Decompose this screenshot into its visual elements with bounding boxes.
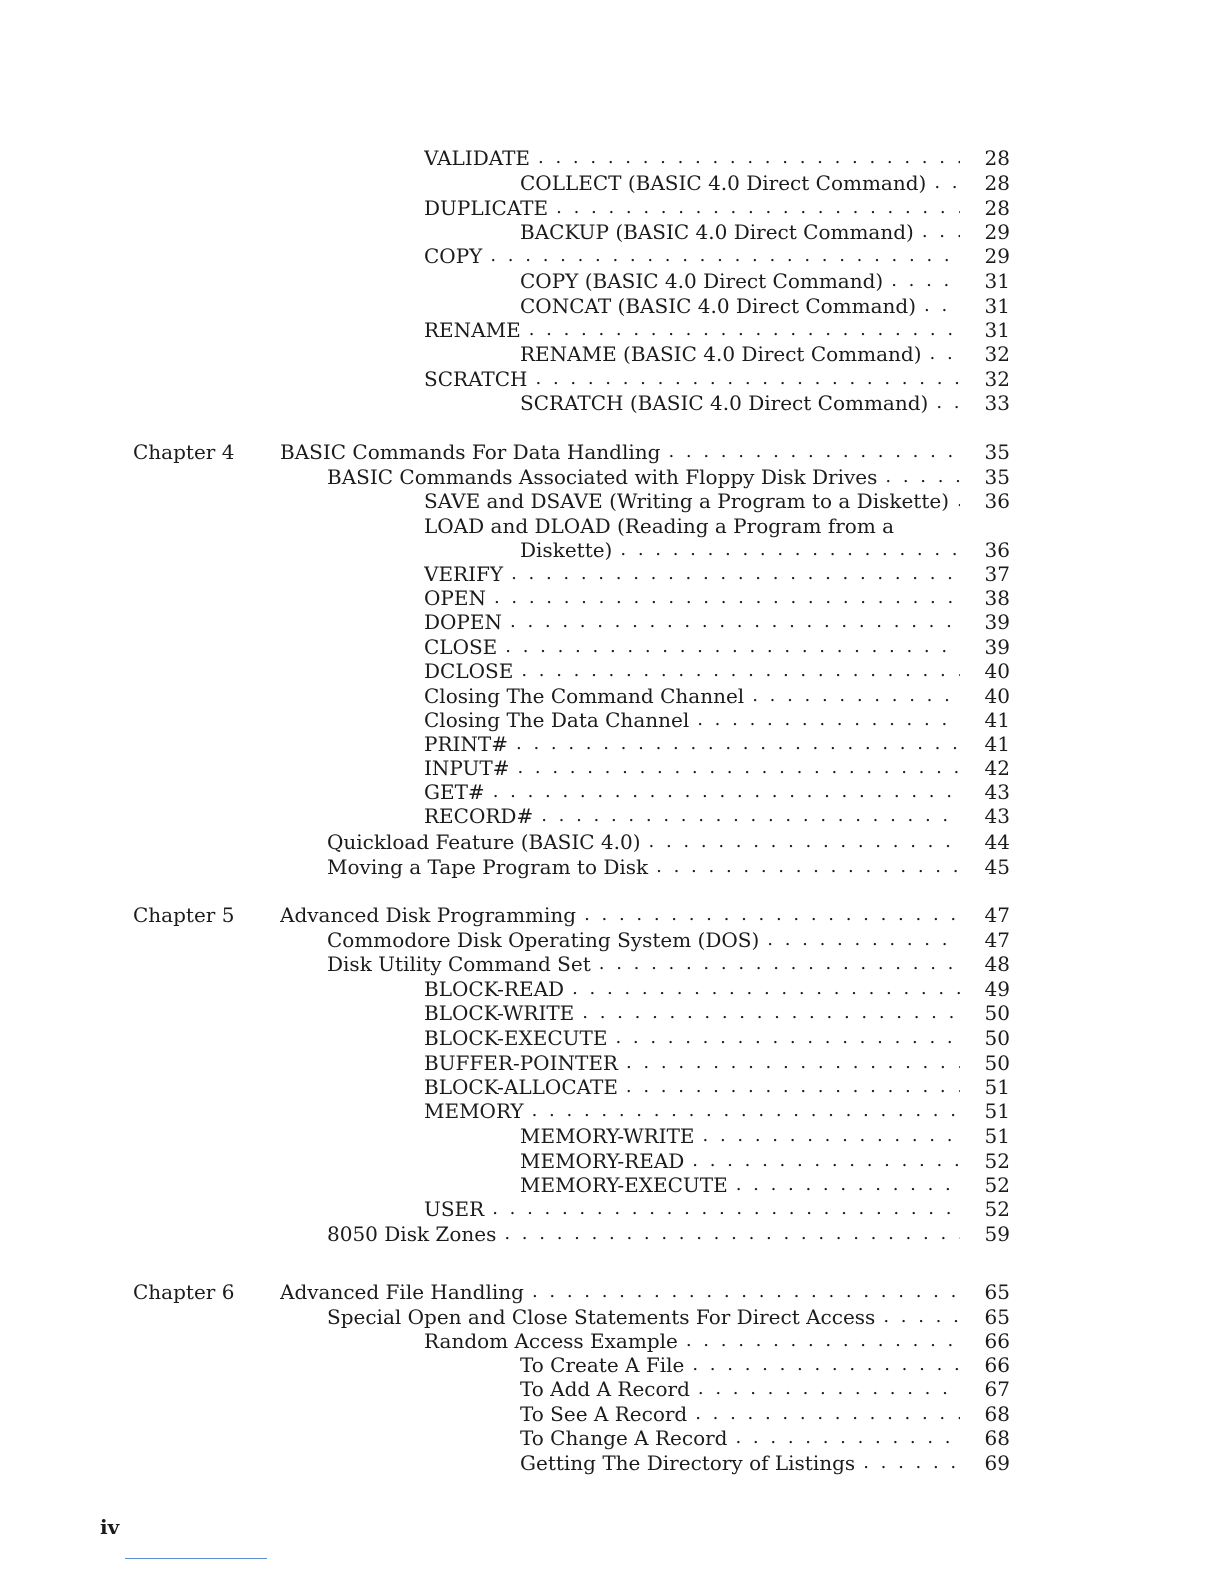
- entry-title: 8050 Disk Zones: [327, 1222, 497, 1246]
- toc-entry: [0, 952, 1224, 976]
- chapter-label: Chapter 6: [133, 1280, 235, 1304]
- dot-leader: [582, 1001, 960, 1025]
- entry-page-number: 59: [984, 1222, 1010, 1246]
- entry-page-number: 29: [984, 244, 1010, 268]
- toc-entry: [0, 1426, 1224, 1450]
- dot-leader: [536, 367, 961, 391]
- entry-page-number: 66: [984, 1353, 1010, 1377]
- dot-leader: [863, 1451, 960, 1475]
- toc-entry: [0, 146, 1224, 170]
- toc-entry: [0, 732, 1224, 756]
- entry-title: GET#: [424, 780, 485, 804]
- chapter-label: Chapter 4: [133, 440, 235, 464]
- dot-leader: [934, 171, 960, 195]
- toc-entry: [0, 780, 1224, 804]
- dot-leader: [735, 1426, 960, 1450]
- entry-title: To Add A Record: [520, 1377, 690, 1401]
- dot-leader: [930, 342, 960, 366]
- entry-title: Closing The Command Channel: [424, 684, 745, 708]
- entry-page-number: 50: [984, 1051, 1010, 1075]
- toc-entry: [0, 367, 1224, 391]
- entry-title: Moving a Tape Program to Disk: [327, 855, 649, 879]
- entry-title: BUFFER-POINTER: [424, 1051, 618, 1075]
- toc-entry: [0, 244, 1224, 268]
- entry-page-number: 31: [984, 294, 1010, 318]
- dot-leader: [698, 1377, 960, 1401]
- entry-page-number: 33: [984, 391, 1010, 415]
- toc-entry: [0, 684, 1224, 708]
- entry-title: MEMORY-EXECUTE: [520, 1173, 728, 1197]
- dot-leader: [891, 269, 960, 293]
- dot-leader: [695, 1402, 960, 1426]
- toc-entry: [0, 489, 1224, 513]
- entry-title: Commodore Disk Operating System (DOS): [327, 928, 760, 952]
- toc-entry: [0, 269, 1224, 293]
- toc-entry: [0, 830, 1224, 854]
- entry-title: Random Access Example: [424, 1329, 678, 1353]
- entry-title: To Change A Record: [520, 1426, 728, 1450]
- entry-page-number: 47: [984, 903, 1010, 927]
- toc-entry: [0, 708, 1224, 732]
- entry-title: Special Open and Close Statements For Direct Access: [327, 1305, 876, 1329]
- dot-leader: [615, 1026, 960, 1050]
- toc-entry: [0, 1075, 1224, 1099]
- toc-entry: [0, 294, 1224, 318]
- entry-title: SAVE and DSAVE (Writing a Program to a Diskette): [424, 489, 950, 513]
- dot-leader: [505, 635, 960, 659]
- dot-leader: [767, 928, 960, 952]
- toc-entry: [0, 586, 1224, 610]
- entry-page-number: 28: [984, 196, 1010, 220]
- toc-entry: [0, 1280, 1224, 1304]
- dot-leader: [490, 244, 960, 268]
- toc-entry: [0, 1124, 1224, 1148]
- entry-page-number: 40: [984, 684, 1010, 708]
- dot-leader: [922, 220, 960, 244]
- entry-title: BLOCK-ALLOCATE: [424, 1075, 618, 1099]
- toc-entry: [0, 1149, 1224, 1173]
- entry-title: LOAD and DLOAD (Reading a Program from a: [424, 514, 895, 538]
- entry-page-number: 37: [984, 562, 1010, 586]
- entry-page-number: 68: [984, 1426, 1010, 1450]
- entry-title: Getting The Directory of Listings: [520, 1451, 856, 1475]
- entry-title: SCRATCH (BASIC 4.0 Direct Command): [520, 391, 929, 415]
- entry-page-number: 36: [984, 538, 1010, 562]
- entry-page-number: 52: [984, 1149, 1010, 1173]
- entry-page-number: 51: [984, 1099, 1010, 1123]
- toc-entry: [0, 855, 1224, 879]
- toc-entry: [0, 391, 1224, 415]
- entry-title: OPEN: [424, 586, 486, 610]
- entry-page-number: 32: [984, 342, 1010, 366]
- toc-entry: [0, 610, 1224, 634]
- entry-page-number: 40: [984, 659, 1010, 683]
- dot-leader: [924, 294, 960, 318]
- entry-title: SCRATCH: [424, 367, 528, 391]
- entry-title: USER: [424, 1197, 485, 1221]
- entry-title: BACKUP (BASIC 4.0 Direct Command): [520, 220, 914, 244]
- dot-leader: [692, 1353, 960, 1377]
- entry-title: CONCAT (BASIC 4.0 Direct Command): [520, 294, 917, 318]
- toc-entry: [0, 465, 1224, 489]
- dot-leader: [736, 1173, 960, 1197]
- entry-title: Closing The Data Channel: [424, 708, 690, 732]
- entry-title: Disk Utility Command Set: [327, 952, 591, 976]
- entry-title: Diskette): [520, 538, 613, 562]
- entry-title: Advanced File Handling: [280, 1280, 524, 1304]
- entry-title: BASIC Commands Associated with Floppy Disk Drives: [327, 465, 878, 489]
- entry-page-number: 51: [984, 1075, 1010, 1099]
- toc-entry: [0, 1305, 1224, 1329]
- entry-title: MEMORY-WRITE: [520, 1124, 695, 1148]
- toc-entry: [0, 514, 1224, 538]
- entry-title: BASIC Commands For Data Handling: [280, 440, 661, 464]
- dot-leader: [626, 1075, 960, 1099]
- entry-title: DUPLICATE: [424, 196, 549, 220]
- dot-leader: [936, 391, 960, 415]
- dot-leader: [692, 1149, 960, 1173]
- entry-page-number: 69: [984, 1451, 1010, 1475]
- entry-page-number: 65: [984, 1305, 1010, 1329]
- toc-entry: [0, 1001, 1224, 1025]
- entry-title: DCLOSE: [424, 659, 514, 683]
- entry-title: Advanced Disk Programming: [280, 903, 577, 927]
- dot-leader: [697, 708, 960, 732]
- entry-title: RECORD#: [424, 804, 534, 828]
- entry-page-number: 28: [984, 146, 1010, 170]
- entry-title: To Create A File: [520, 1353, 685, 1377]
- footer-rule: [125, 1558, 267, 1559]
- dot-leader: [532, 1280, 960, 1304]
- entry-page-number: 47: [984, 928, 1010, 952]
- entry-title: RENAME: [424, 318, 521, 342]
- entry-page-number: 28: [984, 171, 1010, 195]
- dot-leader: [517, 756, 960, 780]
- entry-title: Quickload Feature (BASIC 4.0): [327, 830, 641, 854]
- entry-title: INPUT#: [424, 756, 510, 780]
- entry-title: MEMORY-READ: [520, 1149, 685, 1173]
- entry-title: CLOSE: [424, 635, 498, 659]
- toc-entry: [0, 1173, 1224, 1197]
- dot-leader: [957, 489, 960, 513]
- dot-leader: [668, 440, 960, 464]
- entry-title: RENAME (BASIC 4.0 Direct Command): [520, 342, 922, 366]
- entry-page-number: 48: [984, 952, 1010, 976]
- entry-page-number: 38: [984, 586, 1010, 610]
- dot-leader: [626, 1051, 960, 1075]
- toc-entry: [0, 1353, 1224, 1377]
- entry-page-number: 32: [984, 367, 1010, 391]
- dot-leader: [584, 903, 960, 927]
- dot-leader: [504, 1222, 960, 1246]
- entry-page-number: 52: [984, 1173, 1010, 1197]
- entry-page-number: 44: [984, 830, 1010, 854]
- dot-leader: [494, 586, 960, 610]
- entry-page-number: 36: [984, 489, 1010, 513]
- entry-page-number: 35: [984, 465, 1010, 489]
- toc-entry: [0, 659, 1224, 683]
- toc-entry: [0, 342, 1224, 366]
- entry-page-number: 66: [984, 1329, 1010, 1353]
- entry-page-number: 49: [984, 977, 1010, 1001]
- dot-leader: [493, 780, 960, 804]
- toc-entry: [0, 538, 1224, 562]
- toc-entry: [0, 1451, 1224, 1475]
- toc-entry: [0, 1051, 1224, 1075]
- entry-page-number: 35: [984, 440, 1010, 464]
- entry-title: BLOCK-EXECUTE: [424, 1026, 608, 1050]
- toc-entry: [0, 1026, 1224, 1050]
- entry-page-number: 29: [984, 220, 1010, 244]
- entry-title: DOPEN: [424, 610, 502, 634]
- dot-leader: [649, 830, 960, 854]
- dot-leader: [529, 318, 960, 342]
- toc-entry: [0, 171, 1224, 195]
- dot-leader: [885, 465, 960, 489]
- entry-page-number: 50: [984, 1001, 1010, 1025]
- entry-page-number: 43: [984, 804, 1010, 828]
- toc-entry: [0, 804, 1224, 828]
- dot-leader: [556, 196, 960, 220]
- toc-entry: [0, 1377, 1224, 1401]
- entry-page-number: 45: [984, 855, 1010, 879]
- entry-page-number: 39: [984, 635, 1010, 659]
- chapter-label: Chapter 5: [133, 903, 235, 927]
- toc-entry: [0, 562, 1224, 586]
- entry-title: BLOCK-WRITE: [424, 1001, 575, 1025]
- dot-leader: [656, 855, 960, 879]
- toc-entry: [0, 318, 1224, 342]
- dot-leader: [541, 804, 960, 828]
- entry-page-number: 43: [984, 780, 1010, 804]
- entry-page-number: 52: [984, 1197, 1010, 1221]
- entry-page-number: 51: [984, 1124, 1010, 1148]
- entry-page-number: 68: [984, 1402, 1010, 1426]
- toc-entry: [0, 903, 1224, 927]
- entry-title: MEMORY: [424, 1099, 524, 1123]
- dot-leader: [510, 610, 960, 634]
- entry-page-number: 65: [984, 1280, 1010, 1304]
- entry-page-number: 50: [984, 1026, 1010, 1050]
- toc-entry: [0, 928, 1224, 952]
- toc-entry: [0, 756, 1224, 780]
- dot-leader: [538, 146, 960, 170]
- entry-page-number: 39: [984, 610, 1010, 634]
- dot-leader: [752, 684, 960, 708]
- entry-page-number: 67: [984, 1377, 1010, 1401]
- entry-page-number: 41: [984, 732, 1010, 756]
- dot-leader: [492, 1197, 960, 1221]
- dot-leader: [686, 1329, 960, 1353]
- entry-page-number: 31: [984, 269, 1010, 293]
- toc-entry: [0, 196, 1224, 220]
- toc-entry: [0, 1197, 1224, 1221]
- toc-entry: [0, 440, 1224, 464]
- toc-entry: [0, 1402, 1224, 1426]
- entry-title: COPY (BASIC 4.0 Direct Command): [520, 269, 884, 293]
- toc-entry: [0, 220, 1224, 244]
- dot-leader: [703, 1124, 960, 1148]
- toc-entry: [0, 635, 1224, 659]
- entry-page-number: 42: [984, 756, 1010, 780]
- dot-leader: [572, 977, 960, 1001]
- dot-leader: [532, 1099, 960, 1123]
- entry-title: COPY: [424, 244, 483, 268]
- dot-leader: [599, 952, 960, 976]
- entry-page-number: 31: [984, 318, 1010, 342]
- entry-title: COLLECT (BASIC 4.0 Direct Command): [520, 171, 927, 195]
- page-number: iv: [100, 1515, 120, 1539]
- entry-title: VALIDATE: [424, 146, 531, 170]
- entry-title: VERIFY: [424, 562, 504, 586]
- entry-page-number: 41: [984, 708, 1010, 732]
- dot-leader: [511, 562, 960, 586]
- dot-leader: [516, 732, 960, 756]
- toc-entry: [0, 1099, 1224, 1123]
- entry-title: PRINT#: [424, 732, 509, 756]
- dot-leader: [883, 1305, 960, 1329]
- toc-entry: [0, 1329, 1224, 1353]
- toc-entry: [0, 977, 1224, 1001]
- dot-leader: [620, 538, 960, 562]
- entry-title: BLOCK-READ: [424, 977, 565, 1001]
- dot-leader: [521, 659, 960, 683]
- entry-title: To See A Record: [520, 1402, 688, 1426]
- toc-entry: [0, 1222, 1224, 1246]
